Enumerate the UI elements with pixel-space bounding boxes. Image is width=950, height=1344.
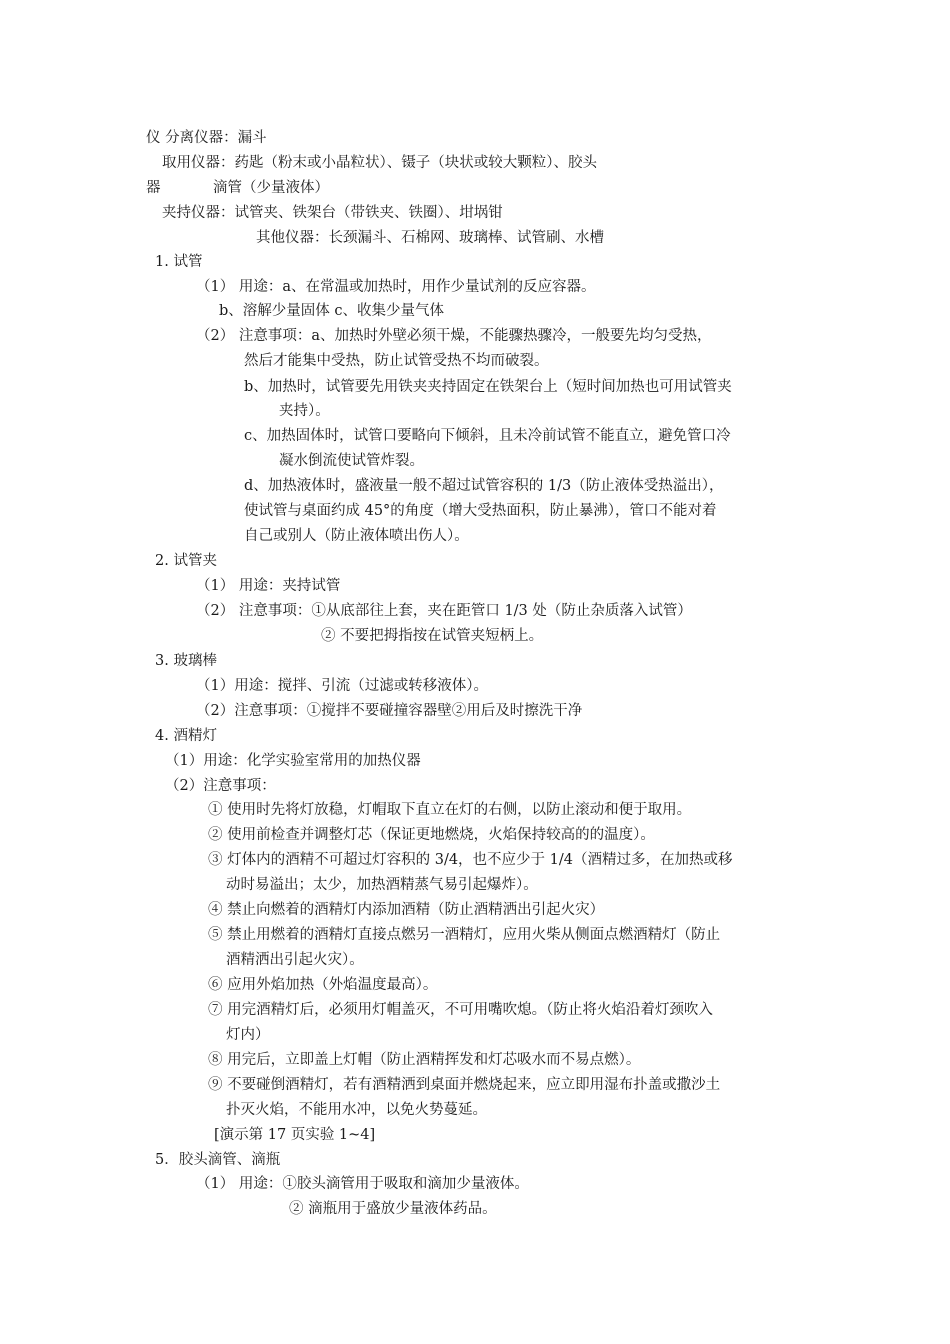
alcohol-lamp-item-8: ⑧ 用完后，立即盖上灯帽（防止酒精挥发和灯芯吸水而不易点燃）。 <box>208 1052 641 1068</box>
alcohol-lamp-item-2: ② 使用前检查并调整灯芯（保证更地燃烧，火焰保持较高的的温度）。 <box>208 827 655 843</box>
test-tube-note-c: c、加热固体时，试管口要略向下倾斜，且未冷前试管不能直立，避免管口冷 <box>244 428 731 444</box>
test-tube-note-a-cont: 然后才能集中受热，防止试管受热不均而破裂。 <box>244 353 549 369</box>
dropper-use-1: （1） 用途：①胶头滴管用于吸取和滴加少量液体。 <box>196 1176 529 1192</box>
alcohol-lamp-item-3-cont: 动时易溢出；太少，加热酒精蒸气易引起爆炸）。 <box>226 877 538 893</box>
alcohol-lamp-item-9: ⑨ 不要碰倒酒精灯，若有酒精洒到桌面并燃烧起来，应立即用湿布扑盖或撒沙土 <box>208 1077 721 1093</box>
test-tube-note-d-cont-2: 自己或别人（防止液体喷出伤人）。 <box>244 528 469 544</box>
test-tube-use-1: （1） 用途：a、在常温或加热时，用作少量试剂的反应容器。 <box>196 279 596 295</box>
taking-instruments-line: 取用仪器：药匙（粉末或小晶粒状）、镊子（块状或较大颗粒）、胶头 <box>162 155 597 171</box>
alcohol-lamp-item-9-cont: 扑灭火焰，不能用水冲，以免火势蔓延。 <box>226 1102 487 1118</box>
alcohol-lamp-notes-label: （2）注意事项： <box>165 778 276 794</box>
alcohol-lamp-item-7-cont: 灯内） <box>226 1027 270 1043</box>
tube-holder-note-1: （2） 注意事项：①从底部往上套，夹在距管口 1/3 处（防止杂质落入试管） <box>196 603 692 619</box>
test-tube-note-d: d、加热液体时，盛液量一般不超过试管容积的 1/3（防止液体受热溢出）， <box>244 478 724 494</box>
tube-holder-note-2: ② 不要把拇指按在试管夹短柄上。 <box>321 628 544 644</box>
section-dropper-title: 5．胶头滴管、滴瓶 <box>155 1152 281 1168</box>
glass-rod-note: （2）注意事项：①搅拌不要碰撞容器壁②用后及时擦洗干净 <box>196 703 583 719</box>
glass-rod-use: （1）用途：搅拌、引流（过滤或转移液体）。 <box>196 678 488 694</box>
alcohol-lamp-item-7: ⑦ 用完酒精灯后，必须用灯帽盖灭，不可用嘴吹熄。（防止将火焰沿着灯颈吹入 <box>208 1002 713 1018</box>
dropper-line: 滴管（少量液体） <box>213 180 329 196</box>
demo-reference: [演示第 17 页实验 1~4] <box>214 1127 376 1143</box>
alcohol-lamp-use: （1）用途：化学实验室常用的加热仪器 <box>165 753 421 769</box>
test-tube-note-b-cont: 夹持）。 <box>279 403 330 419</box>
alcohol-lamp-item-5: ⑤ 禁止用燃着的酒精灯直接点燃另一酒精灯，应用火柴从侧面点燃酒精灯（防止 <box>208 927 721 943</box>
alcohol-lamp-item-4: ④ 禁止向燃着的酒精灯内添加酒精（防止酒精洒出引起火灾） <box>208 902 605 918</box>
separation-instruments-line: 仪 分离仪器：漏斗 <box>146 130 267 146</box>
dropper-use-2: ② 滴瓶用于盛放少量液体药品。 <box>289 1201 497 1217</box>
alcohol-lamp-item-3: ③ 灯体内的酒精不可超过灯容积的 3/4，也不应少于 1/4（酒精过多，在加热或移 <box>208 852 733 868</box>
alcohol-lamp-item-6: ⑥ 应用外焰加热（外焰温度最高）。 <box>208 977 438 993</box>
tube-holder-use: （1） 用途：夹持试管 <box>196 578 341 594</box>
holding-instruments-line: 夹持仪器：试管夹、铁架台（带铁夹、铁圈）、坩埚钳 <box>162 205 503 221</box>
section-test-tube-title: 1. 试管 <box>155 254 203 270</box>
section-alcohol-lamp-title: 4. 酒精灯 <box>155 728 217 744</box>
test-tube-note-a: （2） 注意事项：a、加热时外壁必须干燥，不能骤热骤冷，一般要先均匀受热， <box>196 328 712 344</box>
alcohol-lamp-item-1: ① 使用时先将灯放稳，灯帽取下直立在灯的右侧，以防止滚动和便于取用。 <box>208 802 692 818</box>
other-instruments-line: 其他仪器：长颈漏斗、石棉网、玻璃棒、试管刷、水槽 <box>256 230 604 246</box>
test-tube-note-d-cont-1: 使试管与桌面约成 45°的角度（增大受热面积，防止暴沸），管口不能对着 <box>244 503 717 519</box>
test-tube-note-c-cont: 凝水倒流使试管炸裂。 <box>279 453 424 469</box>
test-tube-note-b: b、加热时，试管要先用铁夹夹持固定在铁架台上（短时间加热也可用试管夹 <box>244 379 732 395</box>
section-glass-rod-title: 3. 玻璃棒 <box>155 653 217 669</box>
alcohol-lamp-item-5-cont: 酒精洒出引起火灾）。 <box>226 952 364 968</box>
section-tube-holder-title: 2. 试管夹 <box>155 553 217 569</box>
test-tube-use-2: b、溶解少量固体 c、收集少量气体 <box>219 303 445 319</box>
instruments-label-char: 器 <box>146 180 161 196</box>
